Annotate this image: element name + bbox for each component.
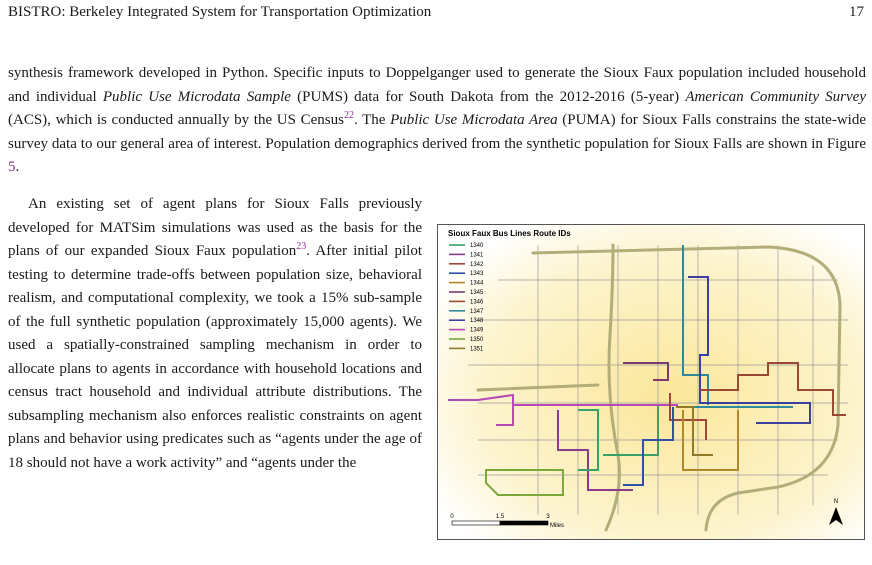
page-number: 17 xyxy=(849,4,864,20)
figure-ref-5[interactable]: 5 xyxy=(8,159,16,175)
map-title: Sioux Faux Bus Lines Route IDs xyxy=(448,229,571,238)
legend-label-1346: 1346 xyxy=(470,299,484,306)
legend-label-1349: 1349 xyxy=(470,327,484,334)
bus-lines-map-figure xyxy=(437,224,865,540)
footnote-ref-23[interactable]: 23 xyxy=(296,241,307,252)
footnote-ref-22[interactable]: 22 xyxy=(343,110,354,121)
scale-label-0: 0 xyxy=(450,514,454,520)
bus-lines-map xyxy=(438,225,864,539)
paragraph-population-synthesis: synthesis framework developed in Python. Specific inputs to Doppelganger used to generate the Sioux Faux population included household and individual Public Use Microdata Sample (PUMS) data for South Dakota from the 2012-2016 (5-year) American Community Survey (ACS), which is conducted annually by the US Census$^{22}$. The Public Use Microdata Area (PUMA) for Sioux Falls constrains the state-wide survey data to our general area of interest. Population demographics derived from the synthetic population for Sioux Falls are shown in Figure 5. xyxy=(8,65,866,175)
scale-unit: Miles xyxy=(550,523,565,529)
legend-label-1342: 1342 xyxy=(470,261,484,268)
scale-label-3: 3 xyxy=(546,514,550,520)
legend-label-1344: 1344 xyxy=(470,280,484,287)
north-label: N xyxy=(833,499,839,505)
legend-label-1340: 1340 xyxy=(470,243,484,249)
legend-label-1348: 1348 xyxy=(470,318,484,325)
paragraph-agent-plans: An existing set of agent plans for Sioux Falls previously developed for MATSim simulations was used as the basis for the plans of our expanded Sioux Faux population$^{23}$. After initial pilot testing to determine trade-offs between population size, behavioral realism, and computational complexity, we took a 15% sub-sample of the full synthetic population (approximately 15,000 agents). We used a spatially-constrained sampling mechanism in order to allocate plans to agents in accordance with household locations and census tract household and individual attribute distributions. The subsampling mechanism also enforces realistic constraints on agent plans and behavior using predicates such as “agents under the age of 18 should not have a work activity” and “agents under the xyxy=(8,196,422,471)
legend-label-1343: 1343 xyxy=(470,271,484,278)
legend-label-1345: 1345 xyxy=(470,290,484,296)
legend-label-1341: 1341 xyxy=(470,252,484,259)
scale-label-1-5: 1.5 xyxy=(495,514,505,520)
legend-label-1350: 1350 xyxy=(470,337,484,343)
legend-label-1347: 1347 xyxy=(470,308,484,315)
legend-label-1351: 1351 xyxy=(470,346,484,353)
running-title: BISTRO: Berkeley Integrated System for Transportation Optimization xyxy=(8,4,432,20)
